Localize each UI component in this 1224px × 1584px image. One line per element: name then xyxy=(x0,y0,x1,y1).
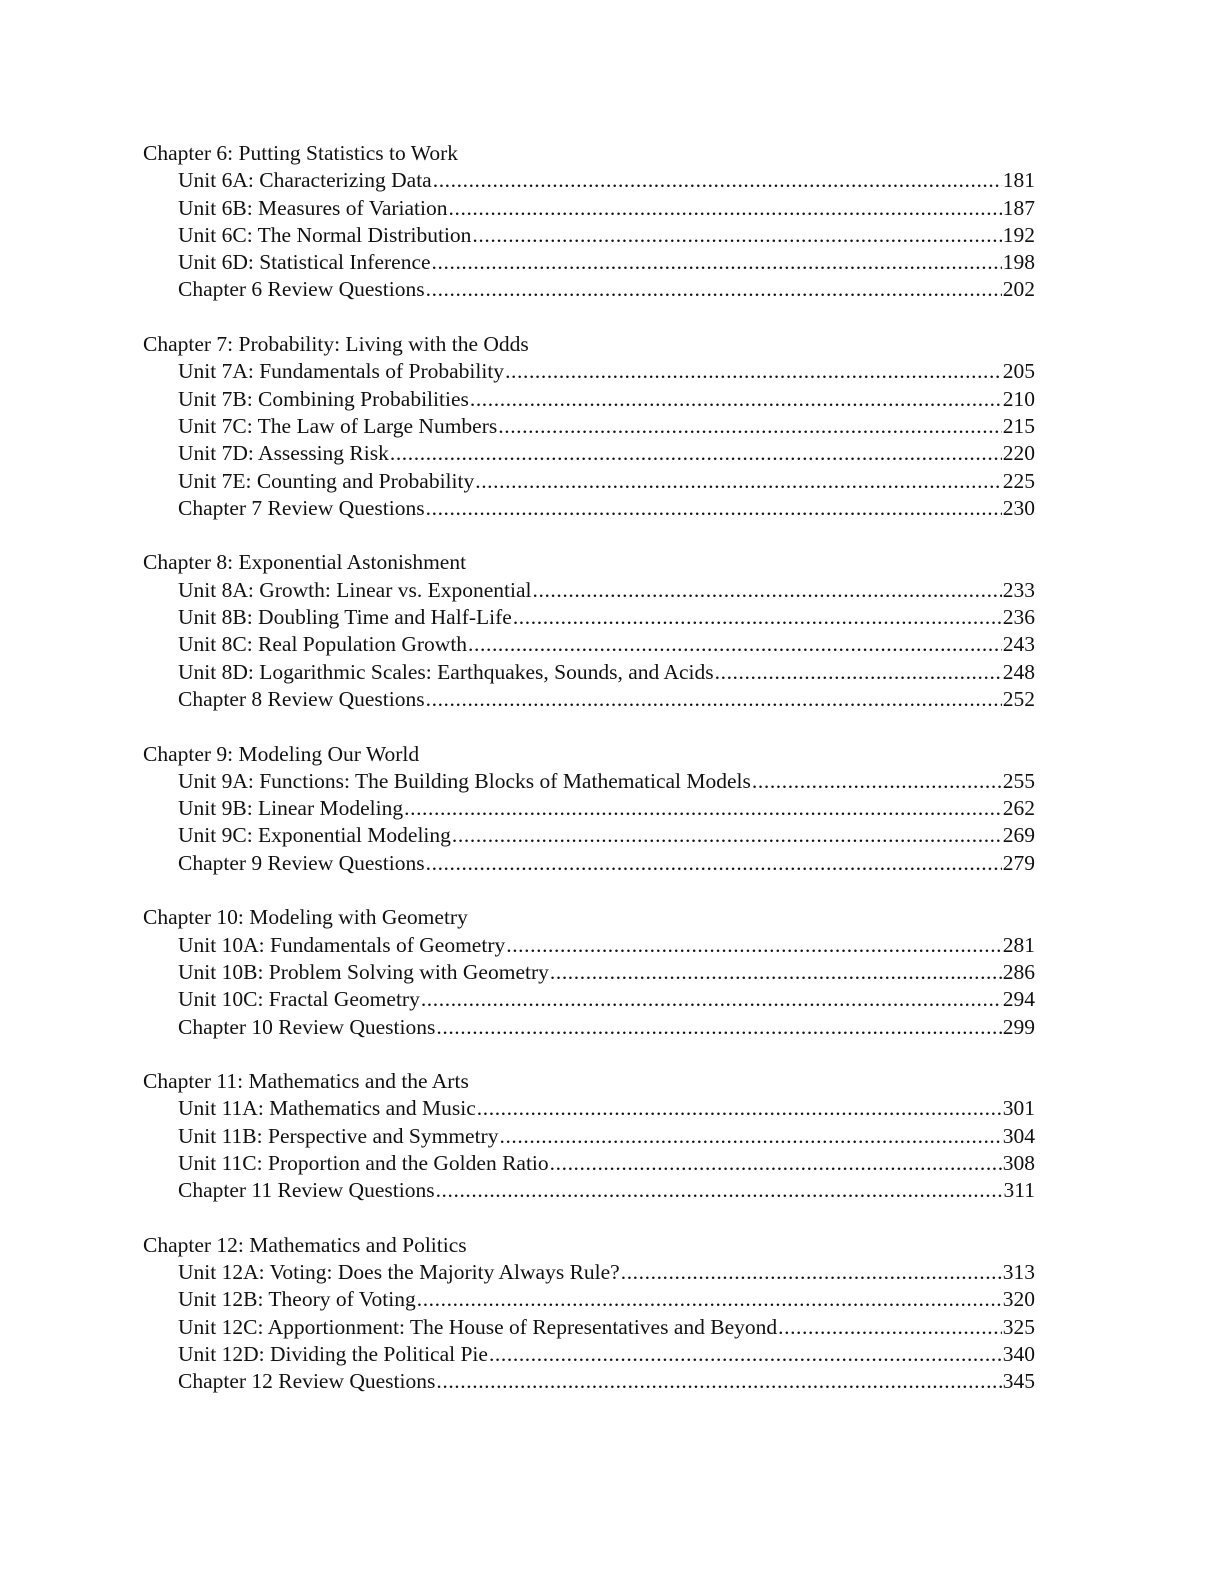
toc-entry[interactable] xyxy=(143,1341,1035,1368)
page-number: 202 xyxy=(1002,277,1035,302)
entry-label: Unit 8D: Logarithmic Scales: Earthquakes, Sounds, and Acids xyxy=(178,659,714,684)
toc-entry[interactable] xyxy=(143,659,1035,686)
entry-label: Unit 12A: Voting: Does the Majority Always Rule? xyxy=(178,1260,620,1285)
entry-label: Unit 8C: Real Population Growth xyxy=(178,632,468,657)
page-number: 304 xyxy=(1002,1123,1035,1148)
page-number: 248 xyxy=(1002,659,1035,684)
toc-entry[interactable] xyxy=(143,1314,1035,1341)
page-number: 281 xyxy=(1002,932,1035,957)
toc-entry[interactable] xyxy=(143,1177,1035,1204)
page-number: 205 xyxy=(1002,359,1035,384)
page-number: 279 xyxy=(1002,850,1035,875)
page-number: 340 xyxy=(1002,1342,1035,1367)
page-number: 243 xyxy=(1002,632,1035,657)
dot-leader xyxy=(449,195,1002,222)
entry-label: Unit 6C: The Normal Distribution xyxy=(178,222,472,247)
entry-label: Unit 11C: Proportion and the Golden Ratio xyxy=(178,1150,549,1175)
entry-label: Unit 8B: Doubling Time and Half-Life xyxy=(178,605,512,630)
page-number: 345 xyxy=(1002,1369,1035,1394)
page-number: 233 xyxy=(1002,577,1035,602)
dot-leader xyxy=(472,222,1001,249)
dot-leader xyxy=(477,1095,1002,1122)
toc-entry[interactable] xyxy=(143,495,1035,522)
chapter-section xyxy=(143,140,1035,304)
dot-leader xyxy=(426,495,1002,522)
entry-label: Unit 12D: Dividing the Political Pie xyxy=(178,1342,488,1367)
page-number: 252 xyxy=(1002,686,1035,711)
entry-label: Unit 7A: Fundamentals of Probability xyxy=(178,359,505,384)
toc-entry[interactable] xyxy=(143,1368,1035,1395)
toc-entry[interactable] xyxy=(143,358,1035,385)
chapter-title: Chapter 12: Mathematics and Politics xyxy=(143,1232,467,1257)
dot-leader xyxy=(432,249,1002,276)
page-number: 220 xyxy=(1002,441,1035,466)
dot-leader xyxy=(550,959,1002,986)
entry-label: Unit 11B: Perspective and Symmetry xyxy=(178,1123,499,1148)
toc-entry[interactable] xyxy=(143,686,1035,713)
toc-entry[interactable] xyxy=(143,1014,1035,1041)
entry-label: Chapter 7 Review Questions xyxy=(178,495,425,520)
toc-entry[interactable] xyxy=(143,386,1035,413)
entry-label: Unit 9C: Exponential Modeling xyxy=(178,823,451,848)
toc-entry[interactable] xyxy=(143,440,1035,467)
entry-label: Unit 7D: Assessing Risk xyxy=(178,441,389,466)
entry-label: Unit 10A: Fundamentals of Geometry xyxy=(178,932,506,957)
page-number: 215 xyxy=(1002,413,1035,438)
chapter-title: Chapter 7: Probability: Living with the Odds xyxy=(143,332,529,357)
chapter-section xyxy=(143,741,1035,877)
dot-leader xyxy=(426,276,1002,303)
page-number: 269 xyxy=(1002,823,1035,848)
page-number: 225 xyxy=(1002,468,1035,493)
chapter-section xyxy=(143,1232,1035,1396)
toc-entry[interactable] xyxy=(143,986,1035,1013)
dot-leader xyxy=(752,768,1002,795)
dot-leader xyxy=(436,1014,1001,1041)
toc-entry[interactable] xyxy=(143,413,1035,440)
toc-entry[interactable] xyxy=(143,795,1035,822)
entry-label: Unit 7E: Counting and Probability xyxy=(178,468,475,493)
entry-label: Unit 9A: Functions: The Building Blocks of Mathematical Models xyxy=(178,768,751,793)
toc-entry[interactable] xyxy=(143,850,1035,877)
entry-label: Unit 9B: Linear Modeling xyxy=(178,796,404,821)
dot-leader xyxy=(433,167,1002,194)
chapter-title: Chapter 11: Mathematics and the Arts xyxy=(143,1069,469,1094)
chapter-section xyxy=(143,549,1035,713)
dot-leader xyxy=(505,358,1002,385)
dot-leader xyxy=(475,468,1002,495)
chapter-section xyxy=(143,1068,1035,1204)
table-of-contents xyxy=(143,140,1035,1423)
dot-leader xyxy=(468,631,1002,658)
toc-entry[interactable] xyxy=(143,768,1035,795)
dot-leader xyxy=(498,413,1002,440)
chapter-title: Chapter 10: Modeling with Geometry xyxy=(143,905,468,930)
chapter-title: Chapter 8: Exponential Astonishment xyxy=(143,550,467,575)
dot-leader xyxy=(778,1314,1002,1341)
dot-leader xyxy=(426,850,1002,877)
page-number: 198 xyxy=(1002,250,1035,275)
dot-leader xyxy=(533,577,1002,604)
page-number: 255 xyxy=(1002,768,1035,793)
entry-label: Unit 11A: Mathematics and Music xyxy=(178,1096,476,1121)
entry-label: Unit 7C: The Law of Large Numbers xyxy=(178,413,498,438)
entry-label: Chapter 9 Review Questions xyxy=(178,850,425,875)
dot-leader xyxy=(506,932,1002,959)
dot-leader xyxy=(421,986,1002,1013)
page-number: 308 xyxy=(1002,1150,1035,1175)
entry-label: Unit 10C: Fractal Geometry xyxy=(178,987,420,1012)
dot-leader xyxy=(436,1368,1001,1395)
dot-leader xyxy=(436,1177,1003,1204)
entry-label: Unit 7B: Combining Probabilities xyxy=(178,386,469,411)
dot-leader xyxy=(470,386,1002,413)
dot-leader xyxy=(489,1341,1002,1368)
toc-entry[interactable] xyxy=(143,1286,1035,1313)
page-number: 325 xyxy=(1002,1314,1035,1339)
toc-entry[interactable] xyxy=(143,1095,1035,1122)
toc-entry[interactable] xyxy=(143,604,1035,631)
entry-label: Unit 10B: Problem Solving with Geometry xyxy=(178,959,549,984)
page-number: 187 xyxy=(1002,195,1035,220)
page-number: 192 xyxy=(1002,222,1035,247)
page-number: 311 xyxy=(1003,1178,1035,1203)
page-number: 286 xyxy=(1002,959,1035,984)
toc-entry[interactable] xyxy=(143,468,1035,495)
toc-entry[interactable] xyxy=(143,1123,1035,1150)
page-number: 210 xyxy=(1002,386,1035,411)
dot-leader xyxy=(452,822,1002,849)
entry-label: Unit 12B: Theory of Voting xyxy=(178,1287,416,1312)
dot-leader xyxy=(499,1123,1001,1150)
toc-entry[interactable] xyxy=(143,276,1035,303)
page-number: 236 xyxy=(1002,605,1035,630)
chapter-title: Chapter 9: Modeling Our World xyxy=(143,741,420,766)
dot-leader xyxy=(390,440,1002,467)
toc-entry[interactable] xyxy=(143,249,1035,276)
toc-entry[interactable] xyxy=(143,932,1035,959)
toc-entry[interactable] xyxy=(143,577,1035,604)
chapter-title: Chapter 6: Putting Statistics to Work xyxy=(143,141,458,165)
entry-label: Unit 6A: Characterizing Data xyxy=(178,168,432,193)
entry-label: Chapter 12 Review Questions xyxy=(178,1369,436,1394)
entry-label: Chapter 6 Review Questions xyxy=(178,277,425,302)
toc-entry[interactable] xyxy=(143,167,1035,194)
dot-leader xyxy=(550,1150,1002,1177)
toc-entry[interactable] xyxy=(143,1259,1035,1286)
page-number: 299 xyxy=(1002,1014,1035,1039)
toc-entry[interactable] xyxy=(143,631,1035,658)
entry-label: Unit 12C: Apportionment: The House of Representatives and Beyond xyxy=(178,1314,778,1339)
page-number: 313 xyxy=(1002,1260,1035,1285)
entry-label: Unit 6D: Statistical Inference xyxy=(178,250,431,275)
chapter-section xyxy=(143,331,1035,522)
dot-leader xyxy=(715,659,1002,686)
entry-label: Unit 6B: Measures of Variation xyxy=(178,195,448,220)
dot-leader xyxy=(404,795,1002,822)
page-number: 230 xyxy=(1002,495,1035,520)
dot-leader xyxy=(417,1286,1002,1313)
chapter-section xyxy=(143,904,1035,1040)
page-number: 181 xyxy=(1002,168,1035,193)
page-number: 301 xyxy=(1002,1096,1035,1121)
dot-leader xyxy=(426,686,1002,713)
dot-leader xyxy=(621,1259,1002,1286)
toc-entry[interactable] xyxy=(143,222,1035,249)
entry-label: Chapter 10 Review Questions xyxy=(178,1014,436,1039)
toc-entry[interactable] xyxy=(143,195,1035,222)
entry-label: Unit 8A: Growth: Linear vs. Exponential xyxy=(178,577,532,602)
page-number: 294 xyxy=(1002,987,1035,1012)
page-number: 320 xyxy=(1002,1287,1035,1312)
page-number: 262 xyxy=(1002,796,1035,821)
dot-leader xyxy=(513,604,1002,631)
entry-label: Chapter 8 Review Questions xyxy=(178,686,425,711)
toc-entry[interactable] xyxy=(143,1150,1035,1177)
entry-label: Chapter 11 Review Questions xyxy=(178,1178,435,1203)
toc-entry[interactable] xyxy=(143,959,1035,986)
toc-entry[interactable] xyxy=(143,822,1035,849)
